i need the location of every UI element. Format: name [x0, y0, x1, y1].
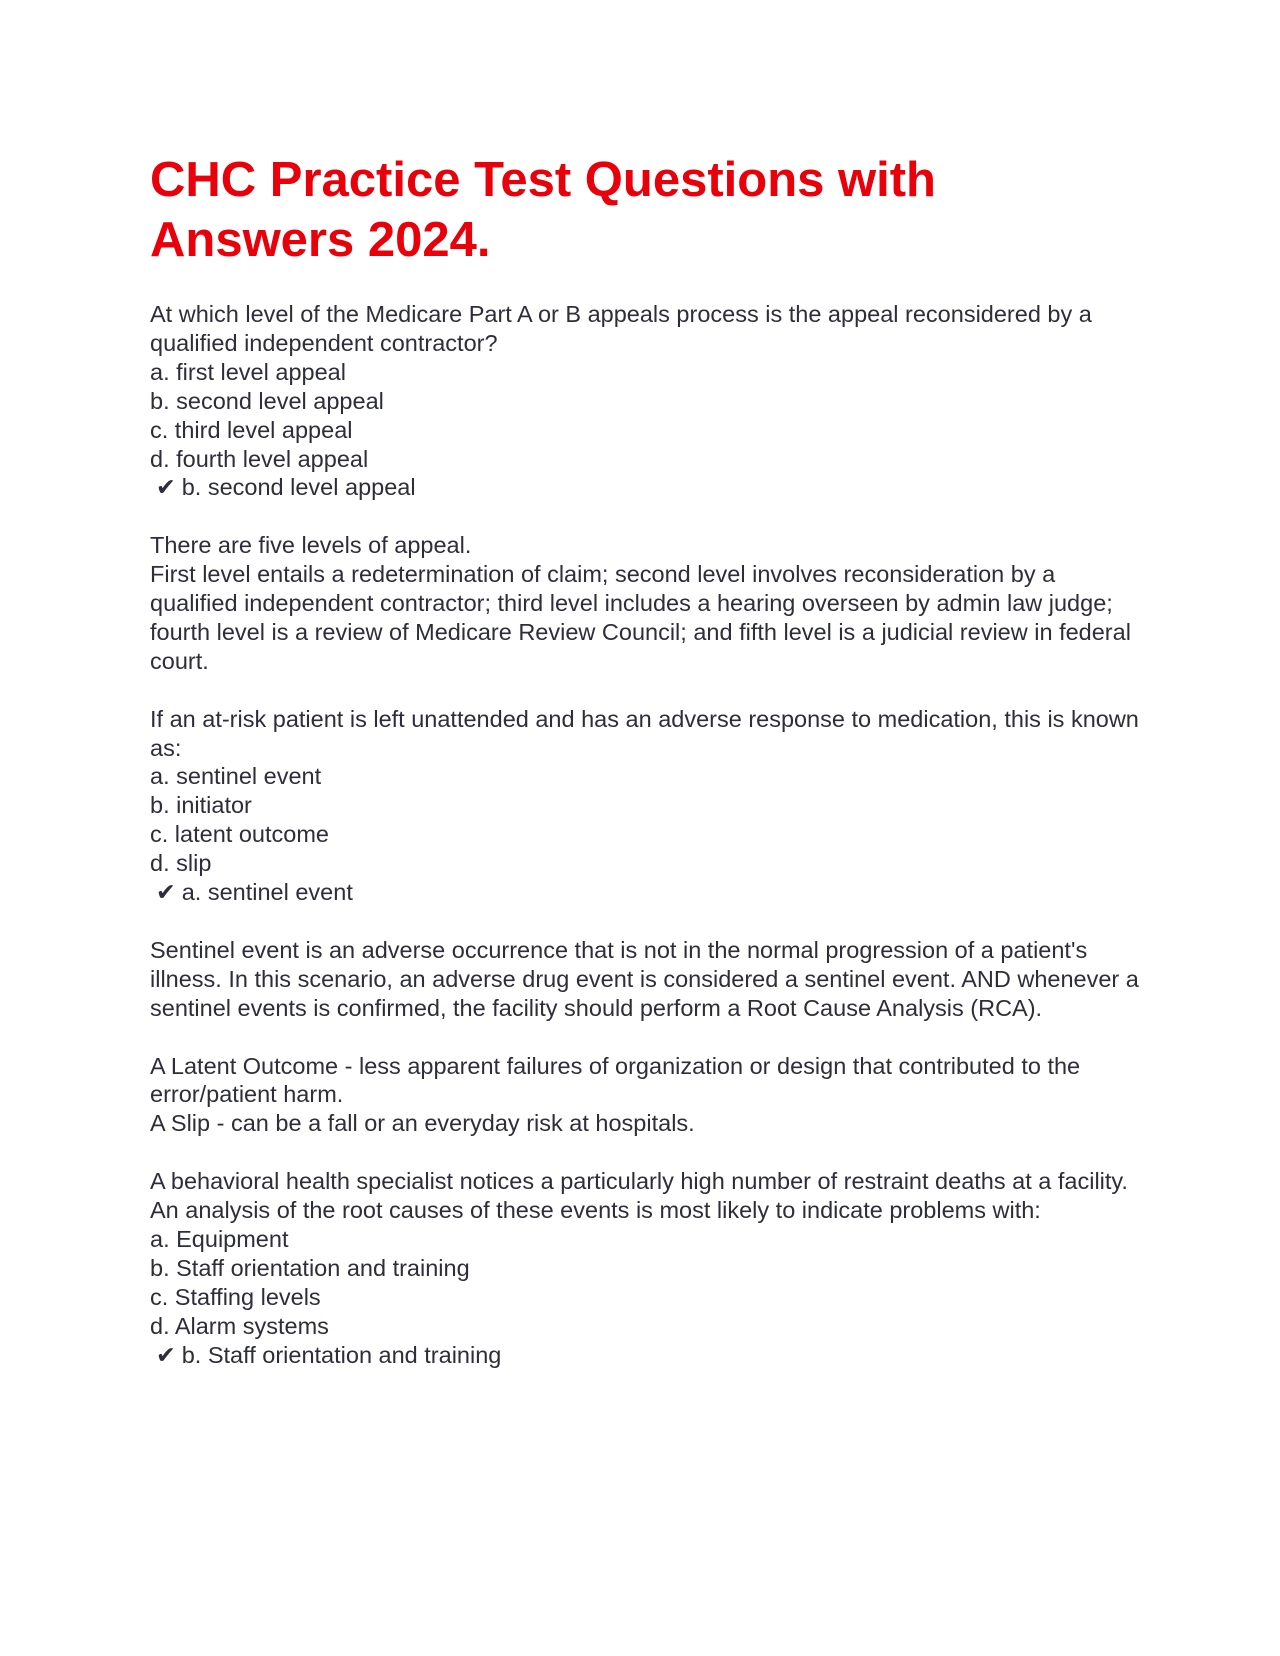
- question-2-option-b: b. initiator: [150, 792, 252, 819]
- question-1-option-b: b. second level appeal: [150, 387, 384, 414]
- question-3-option-c: c. Staffing levels: [150, 1283, 321, 1310]
- question-1-option-d: d. fourth level appeal: [150, 445, 369, 472]
- question-2-explanation-2: [150, 1052, 1140, 1139]
- question-1-answer: [150, 473, 1140, 502]
- question-3-answer-text: b. Staff orientation and training: [181, 1341, 502, 1368]
- question-2-option-a: a. sentinel event: [150, 763, 322, 790]
- question-1: [150, 300, 1140, 502]
- question-1-explanation: [150, 531, 1140, 676]
- question-2-text: If an at-risk patient is left unattended and has an adverse response to medication, this is known as:: [150, 705, 1139, 761]
- check-icon: ✔: [156, 474, 176, 501]
- question-3-answer: [150, 1341, 1140, 1370]
- check-icon: ✔: [156, 1341, 176, 1368]
- question-3-option-b: b. Staff orientation and training: [150, 1254, 470, 1281]
- question-1-answer-text: b. second level appeal: [181, 474, 416, 501]
- question-2-option-c: c. latent outcome: [150, 821, 329, 848]
- question-2-explanation: [150, 936, 1140, 1023]
- question-3-text: A behavioral health specialist notices a particularly high number of restraint deaths at a facility. An analysis of the root causes of these events is most likely to indicate problems with:: [150, 1168, 1128, 1224]
- explanation-line: First level entails a redetermination of claim; second level involves reconsideration by a qualified independent contractor; third level includes a hearing overseen by admin law judge; fourth level is a review of Medicare Review Council; and fifth level is a judicial review in federal court.: [150, 561, 1131, 674]
- question-2: [150, 705, 1140, 907]
- document-page: [150, 150, 1140, 1398]
- check-icon: ✔: [156, 879, 176, 906]
- question-3: [150, 1167, 1140, 1369]
- document-title: CHC Practice Test Questions with Answers 2024.: [150, 153, 936, 267]
- question-1-text: At which level of the Medicare Part A or B appeals process is the appeal reconsidered by a qualified independent contractor?: [150, 301, 1092, 356]
- question-3-option-a: a. Equipment: [150, 1225, 289, 1252]
- question-1-option-a: a. first level appeal: [150, 358, 346, 385]
- explanation-line: A Latent Outcome - less apparent failures of organization or design that contributed to the error/patient harm.: [150, 1052, 1081, 1108]
- question-2-answer-text: a. sentinel event: [181, 879, 353, 906]
- explanation-line: Sentinel event is an adverse occurrence that is not in the normal progression of a patient's illness. In this scenario, an adverse drug event is considered a sentinel event. AND whenever a sentinel events is confirmed, the facility should perform a Root Cause Analysis (RCA).: [150, 936, 1139, 1021]
- question-3-option-d: d. Alarm systems: [150, 1312, 329, 1339]
- explanation-line: A Slip - can be a fall or an everyday risk at hospitals.: [150, 1110, 695, 1137]
- question-1-option-c: c. third level appeal: [150, 416, 353, 443]
- question-2-answer: [150, 878, 1140, 907]
- explanation-line: There are five levels of appeal.: [150, 532, 472, 559]
- question-2-option-d: d. slip: [150, 850, 212, 877]
